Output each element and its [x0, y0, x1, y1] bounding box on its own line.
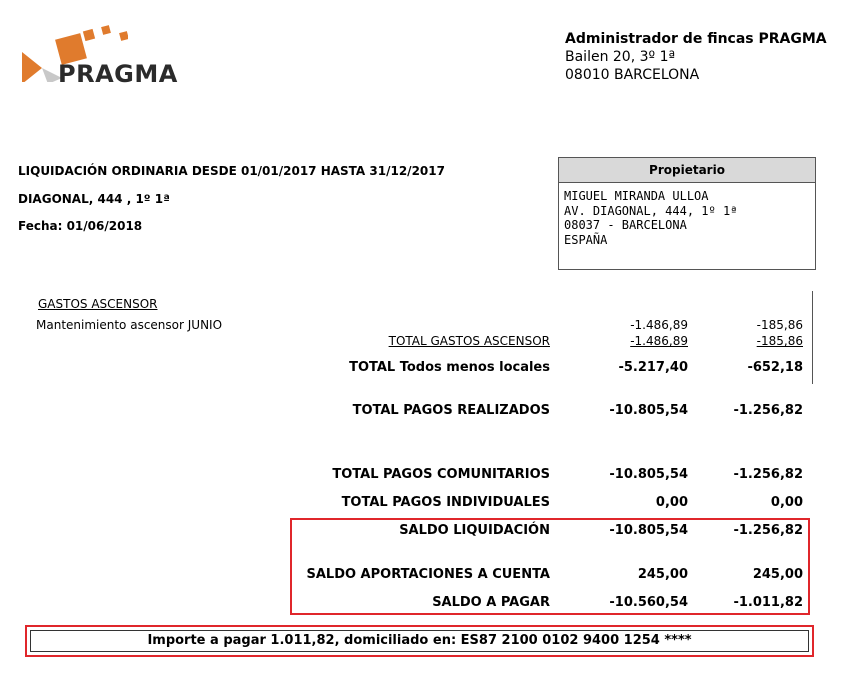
company-info [565, 30, 827, 84]
owner-line: 08037 - BARCELONA [564, 218, 687, 232]
total-row-value: 0,00 [655, 495, 688, 510]
subtotal-total: -1.486,89 [630, 334, 688, 348]
company-logo [18, 22, 198, 88]
total-row-label: TOTAL PAGOS INDIVIDUALES [341, 495, 550, 510]
owner-details [559, 183, 815, 247]
balance-row-share: 245,00 [752, 567, 803, 582]
owner-line: AV. DIAGONAL, 444, 1º 1ª [564, 203, 738, 218]
owner-line: ESPAÑA [564, 232, 608, 247]
liquidation-title: LIQUIDACIÓN ORDINARIA DESDE 01/01/2017 HASTA 31/12/2017 [18, 164, 445, 178]
property-address: DIAGONAL, 444 , 1º 1ª [18, 192, 170, 206]
total-row-label: TOTAL PAGOS COMUNITARIOS [332, 467, 550, 482]
liquidation-date: Fecha: 01/06/2018 [18, 219, 143, 233]
expense-item-label: Mantenimiento ascensor JUNIO [36, 318, 223, 332]
company-name: Administrador de fincas PRAGMA [565, 31, 827, 47]
balance-row-value: -10.560,54 [609, 595, 688, 610]
expense-category: GASTOS ASCENSOR [38, 297, 158, 311]
balance-row-share: -1.256,82 [733, 523, 803, 538]
owner-line: MIGUEL MIRANDA ULLOA [564, 189, 709, 203]
company-address: Bailen 20, 3º 1ª [565, 49, 676, 65]
owner-header: Propietario [559, 158, 815, 183]
company-city: 08010 BARCELONA [565, 67, 700, 83]
owner-box [558, 157, 816, 270]
total-row-value: -10.805,54 [609, 467, 688, 482]
total-row-share: -652,18 [747, 360, 803, 375]
balance-row-share: -1.011,82 [733, 595, 803, 610]
expense-item-total: -1.486,89 [630, 318, 688, 332]
balance-row-label: SALDO APORTACIONES A CUENTA [306, 567, 550, 582]
expense-item-share: -185,86 [756, 318, 803, 332]
subtotal-share: -185,86 [756, 334, 803, 348]
column-divider [812, 291, 813, 384]
total-row-share: -1.256,82 [733, 467, 803, 482]
total-row-value: -5.217,40 [618, 360, 688, 375]
total-row-label: TOTAL PAGOS REALIZADOS [352, 403, 550, 418]
total-row-share: -1.256,82 [733, 403, 803, 418]
payment-text: Importe a pagar 1.011,82, domiciliado en: ES87 2100 0102 9400 1254 **** [30, 630, 809, 652]
balance-row-value: 245,00 [637, 567, 688, 582]
total-row-share: 0,00 [770, 495, 803, 510]
total-row-label: TOTAL Todos menos locales [349, 360, 550, 375]
total-row-value: -10.805,54 [609, 403, 688, 418]
payment-box [25, 625, 814, 657]
balance-row-label: SALDO A PAGAR [432, 595, 550, 610]
balance-row-label: SALDO LIQUIDACIÓN [399, 523, 550, 538]
balance-row-value: -10.805,54 [609, 523, 688, 538]
logo-wordmark: PRAGMA [58, 60, 178, 88]
subtotal-label: TOTAL GASTOS ASCENSOR [388, 334, 550, 348]
